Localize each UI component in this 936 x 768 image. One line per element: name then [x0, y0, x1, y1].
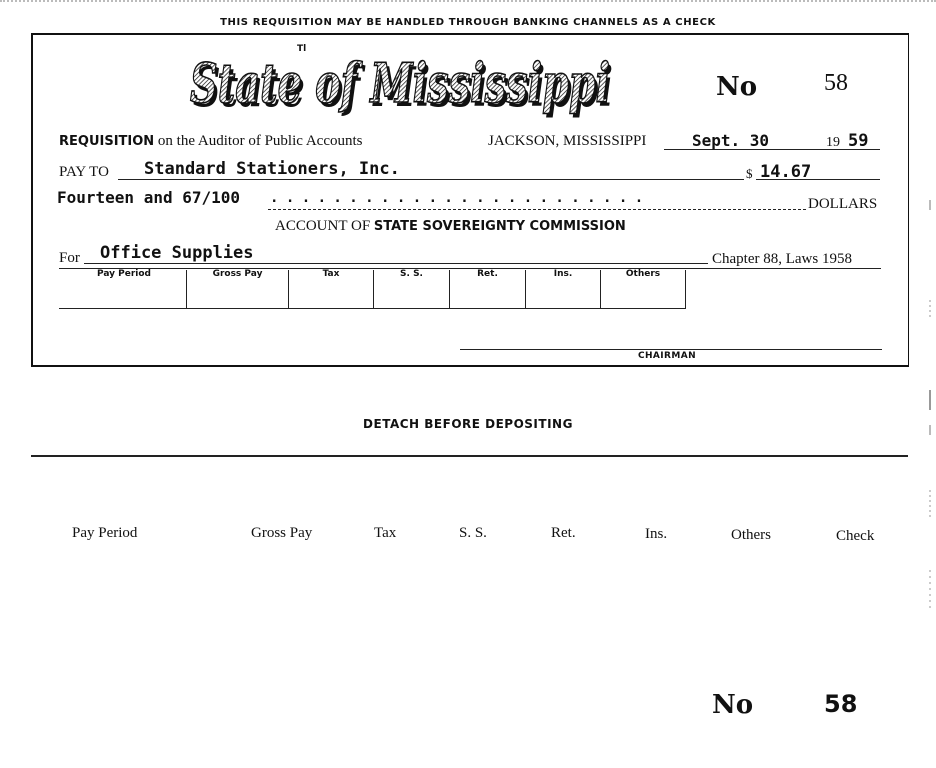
stub-number: 58 — [824, 690, 858, 718]
stub-header-pay-period: Pay Period — [72, 525, 138, 541]
number-symbol-text: No — [716, 72, 758, 102]
requisition-line — [59, 133, 363, 150]
chairman-label: CHAIRMAN — [638, 351, 697, 361]
stub-header-gross-pay: Gross Pay — [251, 525, 313, 541]
table-header-tax: Tax — [322, 269, 340, 279]
requisition-number: 58 — [824, 70, 848, 96]
table-divider — [685, 270, 686, 308]
top-perforation — [0, 0, 936, 2]
state-masthead — [186, 42, 616, 122]
stub-header-ins: Ins. — [645, 526, 668, 542]
pay-to-underline — [118, 179, 744, 180]
masthead-logo — [186, 42, 616, 122]
year-suffix: 59 — [848, 131, 869, 151]
edge-scan-marks — [926, 190, 934, 640]
currency-symbol: $ — [746, 166, 753, 181]
for-underline — [84, 263, 708, 264]
table-header-pay-period: Pay Period — [97, 269, 151, 279]
stub-header-tax: Tax — [374, 525, 397, 541]
masthead-text: State of Mississippi — [190, 51, 610, 115]
for-value: Office Supplies — [100, 243, 254, 263]
requisition-text: on the Auditor of Public Accounts — [157, 133, 363, 149]
banking-notice: THIS REQUISITION MAY BE HANDLED THROUGH BANKING CHANNELS AS A CHECK — [220, 17, 716, 28]
payee-name: Standard Stationers, Inc. — [144, 159, 400, 179]
chapter-label: Chapter 88, Laws 1958 — [712, 251, 852, 267]
table-bottom-line — [59, 308, 686, 309]
for-label: For — [59, 250, 80, 266]
dollars-label: DOLLARS — [808, 196, 878, 212]
stub-header-check: Check — [836, 528, 875, 544]
signature-line — [460, 349, 882, 350]
amount-value: 14.67 — [760, 162, 812, 182]
table-header-ret: Ret. — [477, 269, 498, 279]
account-prefix: ACCOUNT OF — [275, 218, 371, 234]
year-prefix: 19 — [826, 135, 840, 150]
table-header-others: Others — [625, 269, 661, 279]
stub-header-others: Others — [731, 527, 771, 543]
table-header-ss: S. S. — [400, 269, 423, 279]
amount-dots: . . . . . . . . . . . . . . . . . . . . . . . . — [270, 190, 643, 206]
stub-header-ret: Ret. — [551, 525, 576, 541]
number-symbol — [716, 72, 757, 102]
pay-to-label: PAY TO — [59, 164, 109, 180]
date-value: Sept. 30 — [692, 131, 770, 150]
location-label: JACKSON, MISSISSIPPI — [488, 133, 647, 149]
account-line — [275, 218, 626, 235]
table-header-ins: Ins. — [553, 269, 573, 279]
detach-notice: DETACH BEFORE DEPOSITING — [363, 417, 573, 431]
requisition-label: REQUISITION — [59, 134, 155, 149]
stub-header-ss: S. S. — [459, 525, 487, 541]
detach-line — [31, 455, 908, 457]
masthead-mark: Tl — [297, 44, 307, 54]
table-header-gross-pay: Gross Pay — [212, 269, 263, 279]
account-name: STATE SOVEREIGNTY COMMISSION — [373, 219, 626, 234]
masthead-shadow: State of Mississippi — [193, 55, 613, 119]
amount-words-underline — [268, 209, 806, 210]
stub-number-symbol: No — [712, 690, 754, 720]
amount-words: Fourteen and 67/100 — [57, 188, 241, 207]
